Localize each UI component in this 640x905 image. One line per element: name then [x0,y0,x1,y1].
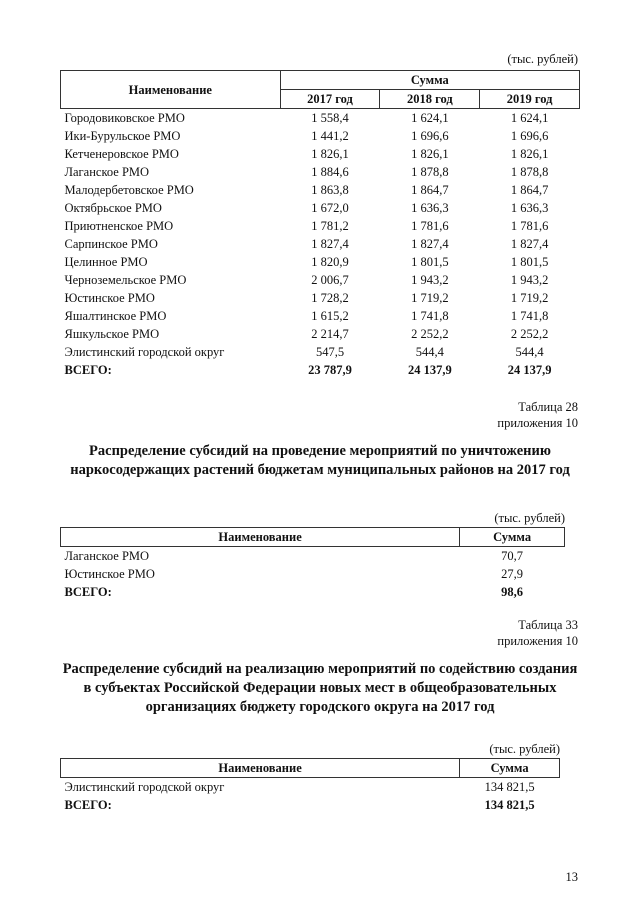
table33 [60,758,560,814]
table1-row [61,163,580,181]
table33-unit: (тыс. рублей) [489,742,560,756]
table1-row-value: 1 827,4 [311,237,349,251]
table28-total-label: ВСЕГО: [64,585,112,599]
table1-row-value: 1 558,4 [311,111,349,125]
table1-row-value: 1 943,2 [510,273,549,287]
table1-header-year: 2018 год [380,90,480,109]
table28-row-name: Лаганское РМО [64,549,150,563]
table1-row-value: 1 826,1 [311,147,349,161]
table28-total-value: 98,6 [501,585,524,599]
table1-total-value: 23 787,9 [308,363,352,377]
table1-row [61,109,580,128]
table1-row [61,145,580,163]
table33-total-label: ВСЕГО: [64,798,112,812]
table33-caption [420,617,578,649]
table1-row [61,307,580,325]
table1-row-value: 1 615,2 [311,309,349,323]
table1-row-name: Сарпинское РМО [64,237,158,251]
table1-row-value: 1 441,2 [311,129,349,143]
table28-row-value: 70,7 [501,549,524,563]
table1-row-name: Кетченеровское РМО [64,147,179,161]
table1-row-value: 1 781,6 [510,219,549,233]
table1-row-value: 1 624,1 [411,111,449,125]
table1-row-value: 1 781,2 [311,219,349,233]
table1-row-value: 1 781,6 [411,219,449,233]
table33-caption-number: Таблица 33 [518,618,578,632]
table1-header-name: Наименование [61,71,281,109]
table33-total-value: 134 821,5 [484,798,535,812]
table1-row [61,325,580,343]
table33-row-name: Элистинский городской округ [64,780,225,794]
table1-row [61,217,580,235]
table33-title: Распределение субсидий на реализацию мероприятий по содействию создания в субъектах Российской Федерации новых мест в общеобразовательных организациях бюджету городского округа на 2017 год [62,661,578,715]
table28-row-value: 27,9 [501,567,524,581]
table1-total-value: 24 137,9 [507,363,552,377]
table1-row [61,253,580,271]
table1-row-value: 1 801,5 [411,255,449,269]
table28-caption [420,399,578,431]
table1-row-value: 1 826,1 [411,147,449,161]
table28-row [61,565,565,583]
table33-row [61,778,560,797]
table1-unit: (тыс. рублей) [507,52,578,66]
table28-header-sum: Сумма [460,528,565,547]
table33-total-row [61,796,560,814]
table1-row-value: 544,4 [415,345,444,359]
table1-total-row [61,361,580,379]
table1-row-name: Приютненское РМО [64,219,174,233]
table1-row [61,199,580,217]
table1-row-name: Октябрьское РМО [64,201,162,215]
table1-row-value: 1 827,4 [411,237,449,251]
table1-row [61,235,580,253]
table28-caption-appendix: приложения 10 [497,416,578,430]
table33-header-name: Наименование [61,759,460,778]
table1-row-value: 1 624,1 [510,111,549,125]
table1-total-label: ВСЕГО: [64,363,112,377]
table1-row-name: Элистинский городской округ [64,345,225,359]
table28-unit: (тыс. рублей) [494,511,565,525]
table28-row [61,547,565,566]
table1-row-value: 1 864,7 [510,183,549,197]
table1-row-value: 2 252,2 [510,327,549,341]
table1-row-name: Городовиковское РМО [64,111,185,125]
table1-total-value: 24 137,9 [407,363,452,377]
table1-row-name: Ики-Бурульское РМО [64,129,181,143]
table33-caption-appendix: приложения 10 [497,634,578,648]
table1-row-value: 1 878,8 [411,165,449,179]
table1-row [61,343,580,361]
table1-row-name: Целинное РМО [64,255,148,269]
table1-row-value: 1 636,3 [411,201,449,215]
table33-row-value: 134 821,5 [484,780,535,794]
table1-row [61,289,580,307]
table1-row-value: 1 878,8 [510,165,549,179]
table1-row-value: 1 741,8 [411,309,449,323]
table1-row-name: Яшалтинское РМО [64,309,167,323]
table1-row-value: 1 863,8 [311,183,349,197]
table1-row-value: 2 252,2 [411,327,449,341]
table1-row-value: 1 801,5 [510,255,549,269]
table33-header-sum: Сумма [460,759,560,778]
table1-row-value: 1 636,3 [510,201,549,215]
table1-row-value: 1 826,1 [510,147,549,161]
table1-row-value: 544,4 [515,345,544,359]
table1-row-name: Яшкульское РМО [64,327,160,341]
table1-row-value: 1 672,0 [311,201,349,215]
table1-row-value: 2 006,7 [311,273,349,287]
table28-row-name: Юстинское РМО [64,567,155,581]
table1-header-year: 2019 год [480,90,580,109]
table1-row-value: 1 696,6 [510,129,549,143]
table1-row-value: 1 719,2 [510,291,549,305]
table1-row-value: 1 864,7 [411,183,449,197]
table1-row-value: 1 728,2 [311,291,349,305]
table1-row [61,181,580,199]
table1-row-value: 1 943,2 [411,273,449,287]
table1-row [61,271,580,289]
table1-row-value: 1 741,8 [510,309,549,323]
table28-title: Распределение субсидий на проведение мероприятий по уничтожению наркосодержащих растений бюджетам муниципальных районов на 2017 год [70,443,570,478]
table1-row-name: Черноземельское РМО [64,273,187,287]
table1-row-value: 1 719,2 [411,291,449,305]
table1 [60,70,580,379]
table28-header-name: Наименование [61,528,460,547]
table1-row [61,127,580,145]
table1-row-value: 2 214,7 [311,327,349,341]
table1-row-name: Лаганское РМО [64,165,150,179]
table1-row-value: 1 827,4 [510,237,549,251]
table28-total-row [61,583,565,601]
table28 [60,527,565,601]
table1-header-year: 2017 год [280,90,380,109]
table1-header-sum: Сумма [280,71,579,90]
table1-row-value: 1 884,6 [311,165,349,179]
table1-row-name: Юстинское РМО [64,291,155,305]
table1-row-value: 1 820,9 [311,255,349,269]
table1-row-value: 547,5 [315,345,345,359]
page-number: 13 [565,870,578,884]
table1-row-value: 1 696,6 [411,129,449,143]
table28-caption-number: Таблица 28 [518,400,578,414]
table1-row-name: Малодербетовское РМО [64,183,194,197]
